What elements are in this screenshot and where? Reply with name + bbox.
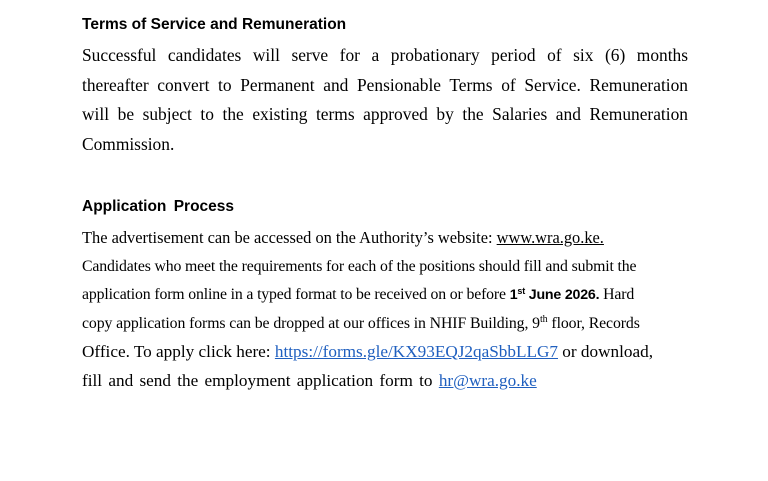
- application-line-5-end: or download,: [558, 342, 653, 361]
- terms-line-4: Commission.: [82, 133, 175, 154]
- application-line-6-text: fill and send the employment application form to: [82, 370, 439, 390]
- deadline-date: [510, 287, 600, 303]
- email-link[interactable]: hr@wra.go.ke: [438, 370, 537, 390]
- application-line-1-text: The advertisement can be accessed on the Authority’s website:: [82, 228, 497, 247]
- application-line-1: [82, 224, 688, 253]
- deadline-day-suffix: st: [517, 286, 526, 296]
- application-line-3-text: application form online in a typed format to be received on or before: [82, 286, 510, 303]
- application-line-2: Candidates who meet the requirements for each of the positions should fill and submit the: [82, 257, 637, 275]
- application-line-4-end: floor, Records: [547, 314, 640, 332]
- application-line-4: [82, 310, 688, 339]
- application-line-5: [82, 338, 688, 367]
- website-link[interactable]: www.wra.go.ke.: [496, 228, 604, 247]
- terms-paragraph: [82, 41, 688, 159]
- terms-line-2: thereafter convert to Permanent and Pensionable Terms of Service. Remuneration: [82, 74, 688, 95]
- deadline-month-year: June 2026.: [525, 287, 600, 303]
- application-line-3-end: Hard: [599, 286, 635, 303]
- floor-suffix: th: [539, 313, 548, 325]
- application-line-3: [82, 281, 688, 310]
- application-line-5-text: Office. To apply click here:: [82, 342, 275, 361]
- application-heading: Application Process: [82, 198, 235, 215]
- apply-form-link[interactable]: https://forms.gle/KX93EQJ2qaSbbLLG7: [274, 342, 558, 361]
- deadline-day: 1: [509, 287, 518, 303]
- application-line-4-text: copy application forms can be dropped at our offices in NHIF Building, 9: [82, 314, 540, 332]
- terms-heading: Terms of Service and Remuneration: [82, 16, 347, 33]
- terms-line-1: Successful candidates will serve for a probationary period of six (6) months: [82, 45, 688, 65]
- application-line-6: [82, 367, 688, 396]
- terms-line-3: will be subject to the existing terms approved by the Salaries and Remuneration: [82, 104, 688, 124]
- application-paragraph: [82, 224, 688, 395]
